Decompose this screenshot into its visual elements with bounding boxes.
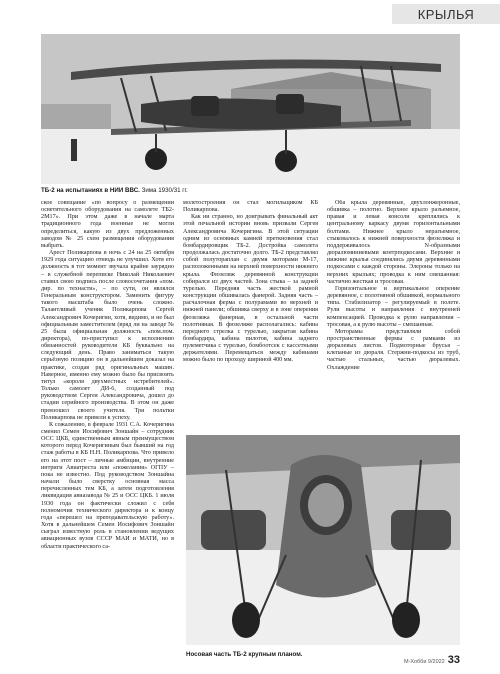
paragraph: ское совещание «по вопросу о размещении осветительного оборудования на самолете ТБ2-2М17». При этом даже в начале марта традиционного года военные не могли определиться, какую из двух предложенных заводом № 25 схем размещения оборудования выбрать. [41,200,174,249]
section-title [392,4,500,24]
page-number: 33 [447,654,460,666]
paragraph: Моторамы представляли собой пространственные фермы с рамками из дюралевых листов. Подмоторные брусья – клепаные из дюраля. Стержни-подкосы из труб, частью стальных, частью дюралевых. Охлаждение [327,328,460,371]
text-column-2 [183,200,318,425]
text-column-1 [41,200,174,670]
caption-top-rest: Зима 1930/31 гг. [139,187,188,194]
paragraph: Горизонтальное и вертикальное оперение деревянное, с полотняной обшивкой, нормального типа. Стабилизатор – регулируемый в полете. Рули высоты и направления с внутренней компенсацией. Проводка к рулю направления – тросовая, а к рулю высоты – смешанная. [327,285,460,328]
paragraph: Оба крыла деревянные, двухлонжеронные, обшивка – полотно. Верхнее крыло разъемное, правая и левая консоли креплялись к центральному каркасу двумя горизонтальными болтами. Нижнее крыло неразъемное, стыковалось к нижней поверхности фюзеляжа и поддерживалось N-образными дюралюминиевыми контрподкосами. Верхние и нижние крылья соединялись двумя деревянными подкосами с каждой стороны. Элероны только на верхних крыльях; проводка к ним смешанная: частично жесткая и тросовая. [327,200,460,285]
paragraph: Арест Поликарпова в ночь с 24 на 25 октября 1929 года ситуацию отнюдь не улучшил. Хотя его должность в тот момент звучала крайне зауряднo – в служебной переписке Николай Николаевич ставил свою подпись после словосочетания «пом. дир. по технасти», – по сути, он являлся Генеральным конструктором. Заменить фигуру такого масштаба было очень сложно. Талантливый ученик Поликарпова Сергей Александрович Кочеригин, хотя, видимо, и не был официальным заместителем (вряд ли на заводе № 25 была официальная должность «пом.пом. директора), по-приступил к исполнению обязанностей руководителя КБ буквально на следующий день. Право заниматься такую серьёзную позицию он в дальнейшем доказал на практике, создав ряд оригинальных машин. Наверное, именно ему можно было бы присвоить титул «короля двухместных истребителей». Только самолет ДИ-6, созданный под руководством Сергея Александровича, дошел до стадии серийного производства. В этом он даже превзошел своего учителя. Три польтки Поликарпова не привели к успеху. [41,250,174,421]
photo-caption-top [41,187,341,195]
page-footer [404,654,460,666]
text-column-3 [327,200,460,430]
photo-tb2-nose [186,435,460,645]
paragraph: молетостроения он стал могильщиком КБ Поликарпова. [183,200,318,214]
paragraph: К сожалению, в феврале 1931 С.А. Кочеригина сменил Семен Иосифович Зоншайн – сотрудник ОСС ЦКБ, единственным явным преимуществом которого перед Кочеригиным был бывший на год стаж работы в КБ Н.Н. Поликарпова. Что привело его на этот пост – личные амбиции, внутренние интриги Авиатреста или «пожелания» ОГПУ – пока не известно. Под руководством Зоншайна начали было сверстку основная масса перечисленных тем КБ, а затем подготовления ликвидация авиазавода № 25 и ОСС ЦКБ. 1 июля 1930 года он фактически сложил с себя полномочия технического директора и к концу года «перешел на преподавательскую работу». Хотя в дальнейшем Семен Иосифович Зоншайн сыграл известную роль в становлении ведущих авиационных вузов СССР МАИ и МАТИ, но в области практического са- [41,421,174,550]
photo-tb2-testing [41,34,460,184]
caption-top-bold: ТБ-2 на испытаниях в НИИ ВВС. [41,187,140,194]
caption-bottom-bold: Носовая часть ТБ-2 крупным планом. [186,651,303,658]
section-title-text: КРЫЛЬЯ [417,6,475,22]
magazine-issue: М-Хобби 9/2022 [403,659,445,665]
nose-photo-illustration [186,435,460,645]
paragraph: Как ни странно, но доигрывать финальный акт этой печальной истории вновь призвали Сергея Александровича Кочеригина. В этой ситуации одним из основных камней преткновения стал бомбардировщик ТБ-2. Достройка самолета продолжалась достаточно долго. ТБ-2 представлял собой полутораплан с двумя моторами М-17, расположенными на верхней поверхности нижнего крыла. Фюзеляж деревянной конструкции собирался из двух частей. Зона стыка – за задней турелью. Передняя часть жесткой рамной конструкции обшивалась фанерой. Задняя часть – расчалочная ферма с полурамами во верхней и нижней панели; обшивка сверху и в зоне оперения фюзеляжа фанерная, в остальной части полотняная. В фюзеляже располагались: кабина переднего стрелка с турелью, закрытая кабина бомбардира, кабина пилотов, кабина заднего пулеметчика с турелью, бомбоотсек с кассетными держателями. Перемещаться между кабинами можно было по проходу шириной 400 мм. [183,214,318,364]
biplane-photo-illustration [41,34,460,184]
